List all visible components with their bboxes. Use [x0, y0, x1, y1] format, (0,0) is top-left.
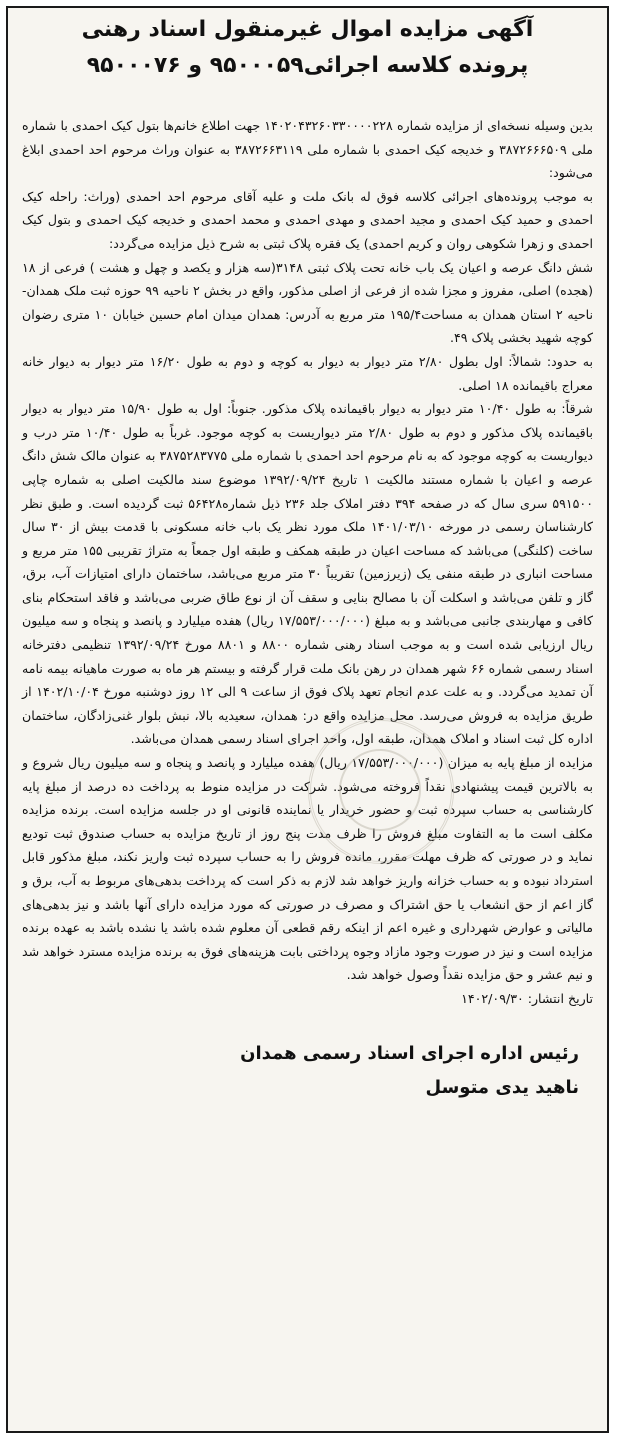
boundaries-valuation-paragraph: شرقاً: به طول ۱۰/۴۰ متر دیوار به دیوار باقیمانده پلاک مذکور. جنوباً: اول به طول ۱۵/۹۰ متر دیوار به دیوار باقیمانده پلاک مذکور و دوم به طول ۲/۸۰ متر دیواریست به کوچه موجود. غرباً به طول ۱۰/۴۰ متر درب و دیواریست به کوچه موجود که به نام مرحوم احد احمدی با شماره ملی ۳۸۷۵۲۸۳۷۷۵ به عنوان مالک شش دانگ عرصه و اعیان با شماره مستند مالکیت ۱ تاریخ ۱۳۹۲/۰۹/۲۴ موضوع سند مالکیت اصلی به شماره چاپی ۵۹۱۵۰۰ سری سال که در صفحه ۳۹۴ دفتر املاک جلد ۲۳۶ ذیل شماره۵۶۴۲۸ ثبت گردیده است. و طبق نظر کارشناسان رسمی در مورخه ۱۴۰۱/۰۳/۱۰ ملک مورد نظر یک باب خانه مسکونی با قدمت بیش از ۳۰ سال ساخت (کلنگی) می‌باشد که مساحت اعیان در طبقه همکف و طبقه اول جمعاً به متراژ تقریبی ۱۵۵ متر مربع و مساحت انباری در طبقه منفی یک (زیرزمین) تقریباً ۳۰ متر مربع می‌باشد، ساختمان دارای امتیازات آب، برق، گاز و تلفن می‌باشد و اسکلت آن با مصالح بنایی و سقف آن از نوع طاق ضربی می‌باشد و فاقد استحکام بنای کافی و مهاربندی جانبی می‌باشد و به مبلغ (۱۷/۵۵۳/۰۰۰/۰۰۰ ریال) هفده میلیارد و پانصد و پنجاه و سه میلیون ریال ارزیابی شده است و به موجب اسناد رهنی شماره ۸۸۰۰ و ۸۸۰۱ مورخ ۱۳۹۲/۰۹/۲۴ تنظیمی دفترخانه اسناد رسمی شماره ۶۶ شهر همدان در رهن بانک ملت قرار گرفته و بیستم هر ماه به صورت ماهیانه بیمه نامه آن تمدید می‌گردد. و به علت عدم انجام تعهد پلاک فوق از ساعت ۹ الی ۱۲ روز دوشنبه مورخ ۱۴۰۲/۱۰/۰۴ از طریق مزایده به فروش می‌رسد. محل مزایده واقع در: همدان، سعیدیه بالا، نبش بلوار غنی‌زادگان، ساختمان اداره کل ثبت اسناد و املاک همدان، طبقه اول، واحد اجرای اسناد رسمی همدان می‌باشد. [22, 401, 594, 747]
auction-terms-paragraph: مزایده از مبلغ پایه به میزان (۱۷/۵۵۳/۰۰۰/۰۰۰ ریال) هفده میلیارد و پانصد و پنجاه و سه میلیون ریال شروع و به بالاترین قیمت پیشنهادی نقداً فروخته می‌شود. شرکت در مزایده منوط به پرداخت ده درصد از مبلغ پایه کارشناسی به حساب سپرده ثبت و حضور خریدار یا نماینده قانونی او در جلسه مزایده است. برنده مزایده مکلف است ما به التفاوت مبلغ فروش را ظرف مدت پنج روز از تاریخ مزایده به حساب صندوق ثبت تودیع نماید و در صورتی که ظرف مهلت مقرر، مانده فروش را به حساب سپرده ثبت واریز نکند، مبلغ مذکور قابل استرداد نبوده و به حساب خزانه واریز خواهد شد لازم به ذکر است که پرداخت بدهی‌های مربوط به آب، برق و گاز اعم از حق انشعاب یا حق اشتراک و مصرف در صورتی که مورد مزایده دارای آنها باشد و نیز بدهی‌های مالیاتی و عوارض شهرداری و غیره اعم از اینکه رقم قطعی آن معلوم شده باشد یا نشده باشد به عهده برنده مزایده است و نیز در صورت وجود مازاد وجوه پرداختی بابت هزینه‌های فوق به برنده مزایده مسترد خواهد شد و نیم عشر و حق مزایده نقداً وصول خواهد شد. [22, 755, 593, 983]
auction-notice [6, 6, 609, 1433]
boundaries-north-paragraph: به حدود: شمالاً: اول بطول ۲/۸۰ متر دیوار به دیوار به کوچه و دوم به طول ۱۶/۲۰ متر دیوار به دیوار خانه معراج باقیمانده ۱۸ اصلی. [22, 353, 594, 393]
notice-body [8, 114, 607, 987]
notice-heading [8, 8, 607, 84]
official-seal-watermark [308, 718, 454, 864]
notice-title: آگهی مزایده اموال غیرمنقول اسناد رهنی [81, 17, 534, 42]
case-parties-paragraph: به موجب پرونده‌های اجرائی کلاسه فوق له بانک ملت و علیه آقای مرحوم احد احمدی (وراث: راحله کیک احمدی و حمید کیک احمدی و مجید احمدی و مهدی احمدی و محمد احمدی و خدیجه کیک احمدی و بتول کیک احمدی و زهرا شکوهی روان و کریم احمدی) یک فقره پلاک ثبتی به شرح ذیل مزایده می‌گردد: [22, 188, 593, 251]
case-number-title: پرونده کلاسه اجرائی۹۵۰۰۰۵۹ و ۹۵۰۰۰۷۶ [86, 53, 529, 78]
signature-block [8, 1037, 607, 1105]
notification-paragraph: بدین وسیله نسخه‌ای از مزایده شماره ۱۴۰۲۰۴۳۲۶۰۳۳۰۰۰۰۲۲۸ جهت اطلاع خانم‌ها بتول کیک احمدی با شماره ملی ۳۸۷۲۶۶۶۵۰۹ و خدیجه کیک احمدی با شماره ملی ۳۸۷۲۶۶۳۱۱۹ به عنوان وراث مرحوم احد احمدی ابلاغ می‌شود: [22, 118, 593, 181]
signatory-title: رئیس اداره اجرای اسناد رسمی همدان [240, 1042, 579, 1064]
publication-date: تاریخ انتشار: ۱۴۰۲/۰۹/۳۰ [461, 990, 593, 1006]
property-description-paragraph: شش دانگ عرصه و اعیان یک باب خانه تحت پلاک ثبتی ۳۱۴۸(سه هزار و یکصد و چهل و هشت ) فرعی از ۱۸ (هجده) اصلی، مفروز و مجزا شده از فرعی از اصلی مذکور، واقع در بخش ۲ ناحیه ۹۹ حوزه ثبت ملک همدان- ناحیه ۲ استان همدان به مساحت۱۹۵/۴ متر مربع به آدرس: همدان میدان امام حسین خیابان ۱۰ متری رضوان کوچه شهید بخشی پلاک ۴۹. [22, 259, 594, 346]
signatory-name: ناهید یدی متوسل [425, 1076, 579, 1098]
